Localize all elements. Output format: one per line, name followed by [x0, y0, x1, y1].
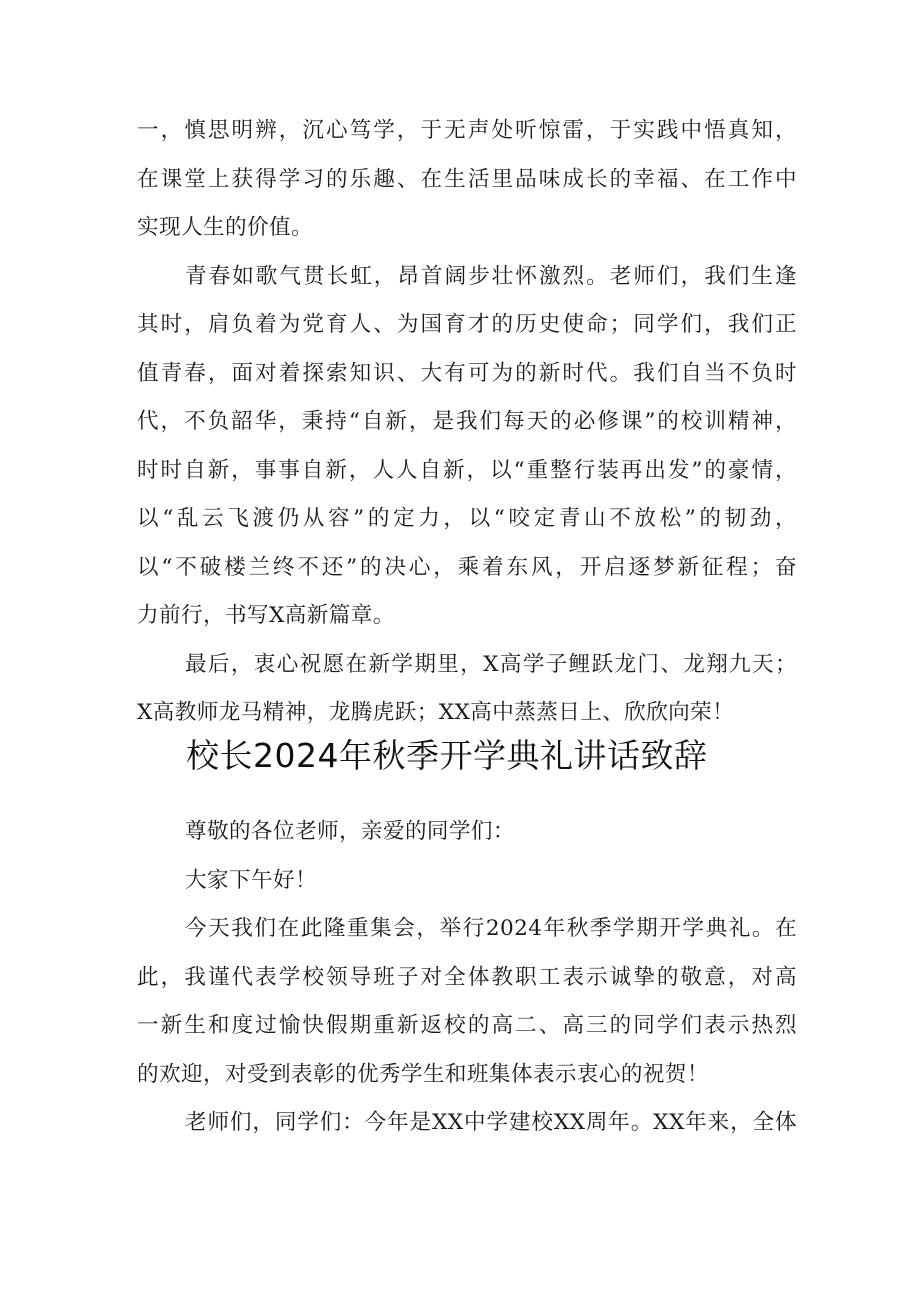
text-line: 以“乱云飞渡仍从容”的定力，以“咬定青山不放松”的韧劲，: [137, 506, 797, 531]
paragraph-opening-ceremony: [137, 905, 797, 1099]
greeting: [137, 857, 797, 906]
speech-title: 校长2024年秋季开学典礼讲话致辞: [186, 736, 708, 775]
salutation: [137, 808, 797, 857]
paragraph-school-anniversary: [137, 1099, 797, 1148]
text-line: 以“不破楼兰终不还”的决心，乘着东风，开启逐梦新征程；奋: [137, 554, 797, 580]
speech-body-section: [137, 808, 797, 1148]
text-line: 最后，衷心祝愿在新学期里，X高学子鲤跃龙门、龙翔九天；: [185, 651, 797, 677]
paragraph-conclusion-values: [137, 107, 797, 253]
text-line: 今天我们在此隆重集会，举行2024年秋季学期开学典礼。在: [185, 916, 797, 941]
text-line: 大家下午好！: [185, 867, 317, 893]
text-line: 时时自新，事事自新，人人自新，以“重整行装再出发”的豪情，: [137, 457, 797, 483]
text-line: 代，不负韶华，秉持“自新，是我们每天的必修课”的校训精神，: [137, 409, 797, 434]
text-line: 值青春，面对着探索知识、大有可为的新时代。我们自当不负时: [137, 360, 797, 386]
continued-speech-section: [137, 107, 797, 738]
text-line: 此，我谨代表学校领导班子对全体教职工表示诚挚的敬意，对高: [137, 964, 797, 990]
text-line: 一新生和度过愉快假期重新返校的高二、高三的同学们表示热烈: [137, 1013, 797, 1038]
text-line: 力前行，书写X高新篇章。: [137, 603, 395, 628]
text-line: 其时，肩负着为党育人、为国育才的历史使命；同学们，我们正: [137, 312, 797, 337]
text-line: 一，慎思明辨，沉心笃学，于无声处听惊雷，于实践中悟真知，: [137, 118, 797, 143]
text-line: 老师们，同学们：今年是XX中学建校XX周年。XX年来，全体: [185, 1110, 797, 1135]
paragraph-youth-call: [137, 253, 797, 641]
text-line: 实现人生的价值。: [137, 215, 313, 240]
text-line: 青春如歌气贯长虹，昂首阔步壮怀激烈。老师们，我们生逢: [185, 263, 797, 289]
text-line: X高教师龙马精神，龙腾虎跃；XX高中蒸蒸日上、欣欣向荣！: [137, 700, 735, 725]
paragraph-closing-wishes: [137, 641, 797, 738]
text-line: 尊敬的各位老师，亲爱的同学们：: [185, 819, 515, 844]
text-line: 的欢迎，对受到表彰的优秀学生和班集体表示衷心的祝贺！: [137, 1061, 709, 1087]
text-line: 在课堂上获得学习的乐趣、在生活里品味成长的幸福、在工作中: [137, 166, 797, 192]
